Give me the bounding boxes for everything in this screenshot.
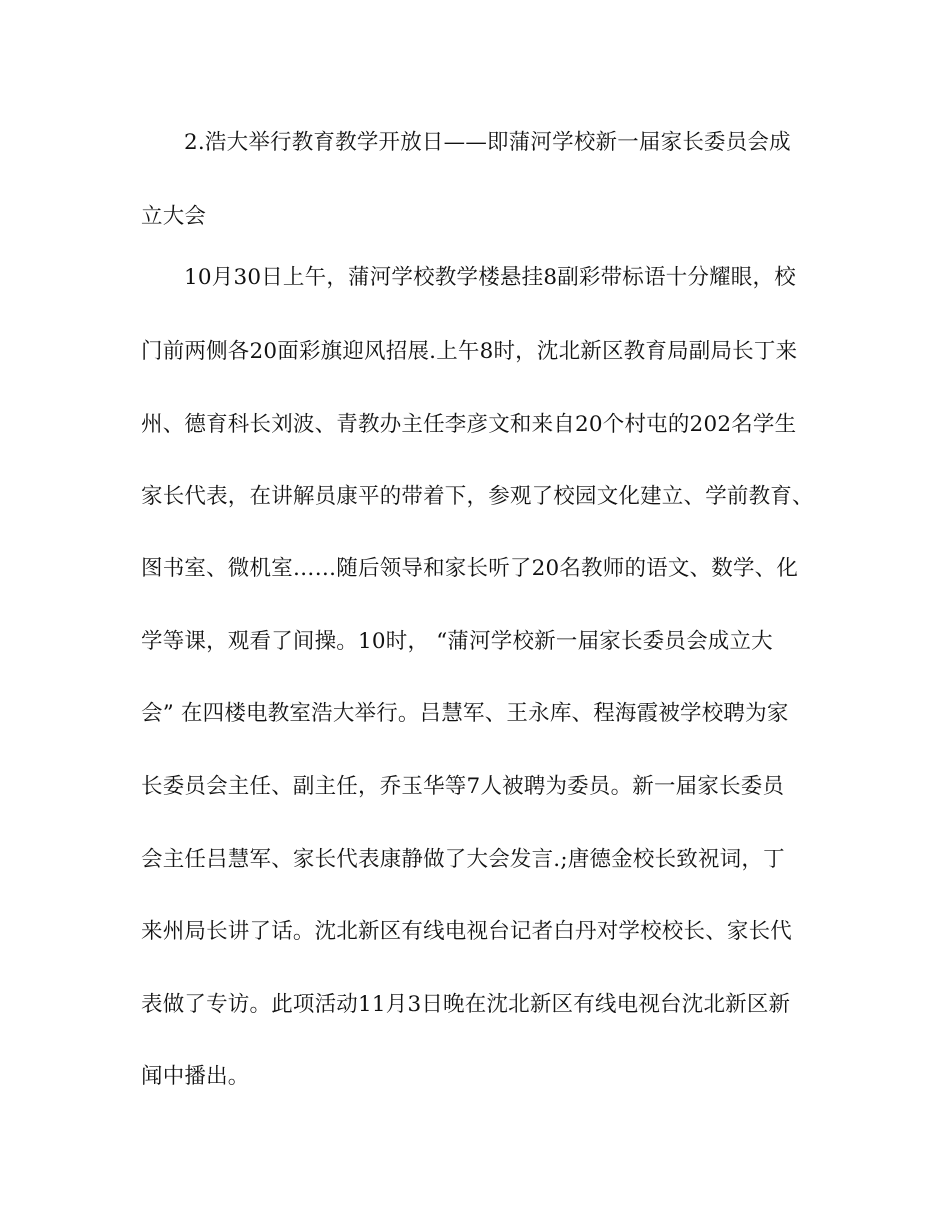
paragraph-line-12: 闻中播出。	[141, 1064, 250, 1089]
paragraph-line-8: 长委员会主任、副主任，乔玉华等7人被聘为委员。新一届家长委员	[141, 774, 785, 799]
heading-line-1: 2.浩大举行教育教学开放日——即蒲河学校新一届家长委员会成	[184, 130, 791, 155]
paragraph-line-9: 会主任吕慧军、家长代表康静做了大会发言.;唐德金校长致祝词，丁	[141, 847, 785, 872]
heading-line-2: 立大会	[141, 204, 207, 229]
paragraph-line-11: 表做了专访。此项活动11月3日晚在沈北新区有线电视台沈北新区新	[141, 992, 791, 1017]
paragraph-line-1: 10月30日上午，蒲河学校教学楼悬挂8副彩带标语十分耀眼，校	[184, 265, 796, 290]
paragraph-line-7: 会” 在四楼电教室浩大举行。吕慧军、王永库、程海霞被学校聘为家	[141, 701, 789, 726]
paragraph-line-5: 图书室、微机室……随后领导和家长听了20名教师的语文、数学、化	[141, 556, 799, 581]
paragraph-line-10: 来州局长讲了话。沈北新区有线电视台记者白丹对学校校长、家长代	[141, 919, 793, 944]
paragraph-line-4: 家长代表，在讲解员康平的带着下，参观了校园文化建立、学前教育、	[141, 484, 814, 509]
paragraph-line-2: 门前两侧各20面彩旗迎风招展.上午8时，沈北新区教育局副局长丁来	[141, 339, 798, 364]
paragraph-line-6: 学等课，观看了间操。10时， “蒲河学校新一届家长委员会成立大	[141, 629, 773, 654]
paragraph-line-3: 州、德育科长刘波、青教办主任李彦文和来自20个村屯的202名学生	[141, 412, 797, 437]
